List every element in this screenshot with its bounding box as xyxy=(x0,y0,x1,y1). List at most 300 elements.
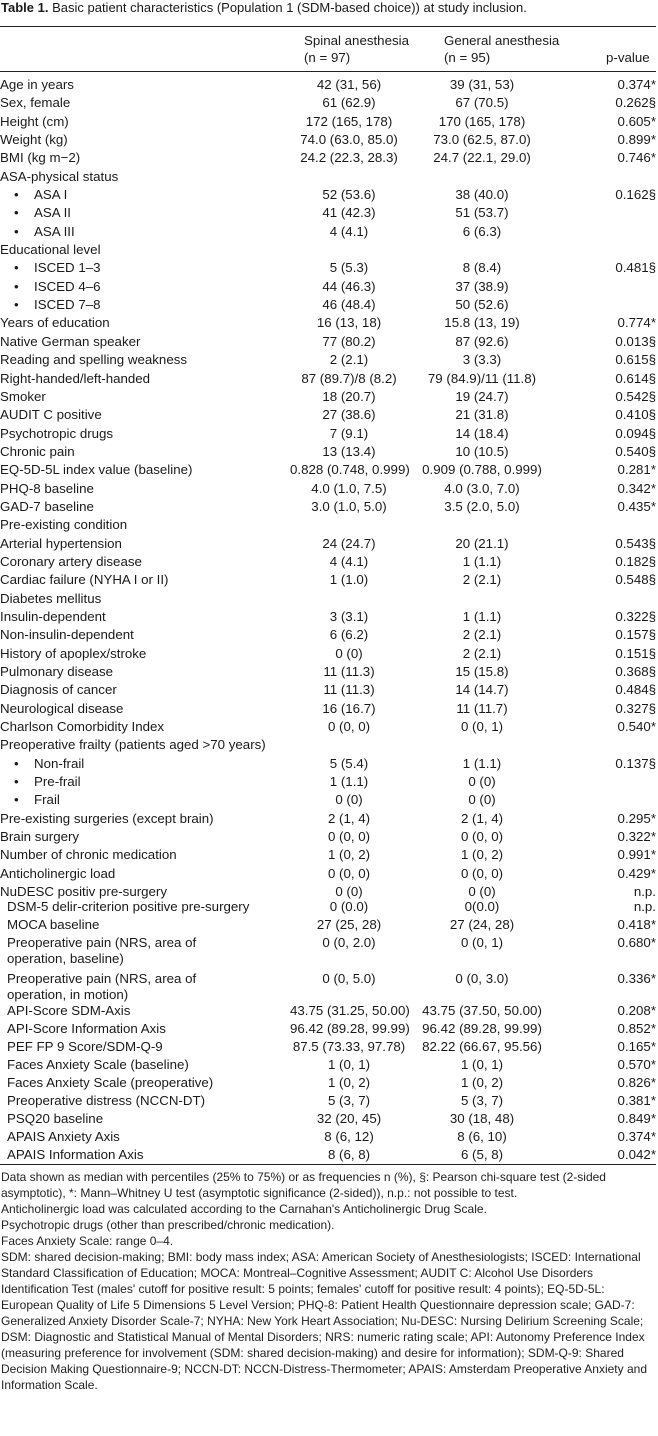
table-row xyxy=(0,279,656,297)
general-value: 0 (0, 1) xyxy=(460,719,504,735)
p-value: 0.548§ xyxy=(615,572,656,588)
row-label: API-Score Information Axis xyxy=(7,1021,166,1036)
spinal-value: 16 (13, 18) xyxy=(316,315,382,331)
general-value: 82.22 (66.67, 95.56) xyxy=(422,1039,542,1054)
p-value: 0.295* xyxy=(617,810,656,826)
general-value xyxy=(408,737,556,755)
spinal-value xyxy=(290,517,408,535)
p-value: 0.322§ xyxy=(615,608,656,624)
row-label: AUDIT C positive xyxy=(0,407,102,423)
p-value: 0.826* xyxy=(617,1075,656,1090)
row-label: History of apoplex/stroke xyxy=(0,645,147,661)
table-row xyxy=(0,224,656,242)
table-caption-label: Table 1. xyxy=(1,0,49,15)
row-label: Faces Anxiety Scale (baseline) xyxy=(7,1057,189,1072)
general-value: 14 (14.7) xyxy=(455,682,509,698)
p-value: 0.410§ xyxy=(615,407,656,423)
spinal-value: 5 (5.3) xyxy=(329,260,369,276)
general-value: 0 (0, 3.0) xyxy=(455,971,509,986)
table-row xyxy=(0,774,656,792)
general-value: 43.75 (37.50, 50.00) xyxy=(422,1003,542,1018)
table-row xyxy=(0,407,656,425)
table-row xyxy=(0,481,656,499)
general-value: 0 (0) xyxy=(468,792,496,808)
spinal-value: 44 (46.3) xyxy=(322,278,376,294)
table-row xyxy=(0,1111,656,1129)
p-value xyxy=(556,737,656,755)
row-label: Chronic pain xyxy=(0,443,75,459)
spinal-value: 0 (0.0) xyxy=(329,899,369,914)
spinal-value: 52 (53.6) xyxy=(322,187,376,203)
p-value xyxy=(556,297,656,315)
spinal-value: 0 (0) xyxy=(335,792,363,808)
table-row xyxy=(0,554,656,572)
p-value xyxy=(556,279,656,297)
table-row xyxy=(0,935,656,971)
table-row xyxy=(0,811,656,829)
general-value: 2 (2.1) xyxy=(462,645,502,661)
row-label: Years of education xyxy=(0,315,110,331)
table-row xyxy=(0,893,656,917)
footnote: Anticholinergic load was calculated according to the Carnahan's Anticholinergic Drug Scale. xyxy=(1,1202,487,1216)
bottom-rule xyxy=(0,1164,656,1165)
row-label: Preoperative distress (NCCN-DT) xyxy=(7,1093,206,1108)
table-row xyxy=(0,682,656,700)
table-row xyxy=(0,1039,656,1057)
p-value: 0.570* xyxy=(617,1057,656,1072)
table-row xyxy=(0,609,656,627)
row-label: BMI (kg m−2) xyxy=(0,150,81,166)
table-row xyxy=(0,847,656,865)
table-row xyxy=(0,917,656,935)
p-value: 0.605* xyxy=(617,113,656,129)
table-row xyxy=(0,792,656,810)
general-value: 3 (3.3) xyxy=(462,352,502,368)
table-row xyxy=(0,95,656,113)
general-value: 19 (24.7) xyxy=(455,388,509,404)
general-value: 6 (6.3) xyxy=(462,223,502,239)
row-label: Preoperative frailty (patients aged >70 years) xyxy=(0,737,266,753)
row-label: GAD-7 baseline xyxy=(0,498,94,514)
spinal-value: 43.75 (31.25, 50.00) xyxy=(290,1003,410,1018)
spinal-value xyxy=(290,242,408,260)
characteristics-table-continued xyxy=(0,893,656,1165)
table-row xyxy=(0,1057,656,1075)
general-value: 87 (92.6) xyxy=(455,333,509,349)
row-label: Pre-existing condition xyxy=(0,517,128,533)
p-value: 0.774* xyxy=(617,315,656,331)
spinal-value: 77 (80.2) xyxy=(322,333,376,349)
spinal-value: 6 (6.2) xyxy=(329,627,369,643)
row-label: Pre-existing surgeries (except brain) xyxy=(0,810,214,826)
table-footnotes xyxy=(0,1169,653,1393)
p-value xyxy=(556,774,656,792)
table-row xyxy=(0,132,656,150)
spinal-value: 41 (42.3) xyxy=(322,205,376,221)
spinal-value: 5 (3, 7) xyxy=(327,1093,371,1108)
row-label: Preoperative pain (NRS, area of operation, baseline) xyxy=(7,935,197,966)
column-header-general: General anesthesia (n = 95) xyxy=(444,33,560,65)
table-caption-text: Basic patient characteristics (Population 1 (SDM-based choice)) at study inclusion. xyxy=(52,0,527,15)
general-value: 2 (2.1) xyxy=(462,572,502,588)
table-row xyxy=(0,187,656,205)
row-label: • ISCED 1–3 xyxy=(0,260,290,278)
general-value: 0 (0, 0) xyxy=(460,865,504,881)
general-value: 30 (18, 48) xyxy=(449,1111,515,1126)
general-value: 0 (0) xyxy=(468,774,496,790)
p-value: 0.368§ xyxy=(615,664,656,679)
general-value: 6 (5, 8) xyxy=(460,1147,504,1162)
table-row xyxy=(0,1021,656,1039)
table-row xyxy=(0,444,656,462)
general-value: 1 (1.1) xyxy=(462,553,502,569)
table-row xyxy=(0,829,656,847)
table-row xyxy=(0,462,656,480)
spinal-value: 7 (9.1) xyxy=(329,425,369,441)
general-value: 1 (0, 1) xyxy=(460,1057,504,1072)
p-value: n.p. xyxy=(633,884,656,900)
table-row xyxy=(0,150,656,168)
spinal-value: 0 (0, 0) xyxy=(327,829,371,845)
p-value: 0.429* xyxy=(617,865,656,881)
row-label: Non-insulin-dependent xyxy=(0,627,134,643)
p-value: 0.418* xyxy=(617,917,656,932)
row-label: Arterial hypertension xyxy=(0,535,122,551)
p-value: 0.484§ xyxy=(615,682,656,698)
p-value xyxy=(556,591,656,609)
row-label: • Pre-frail xyxy=(0,774,290,792)
spinal-value: 0 (0, 2.0) xyxy=(322,935,376,950)
spinal-value: 0 (0) xyxy=(335,884,363,900)
spinal-value: 96.42 (89.28, 99.99) xyxy=(290,1021,410,1036)
spinal-value: 8 (6, 12) xyxy=(324,1129,374,1144)
p-value: 0.182§ xyxy=(615,553,656,569)
spinal-value: 74.0 (63.0, 85.0) xyxy=(300,132,398,148)
table-row xyxy=(0,297,656,315)
row-label: Weight (kg) xyxy=(0,132,68,148)
general-value: 38 (40.0) xyxy=(455,187,509,203)
general-value: 0.909 (0.788, 0.999) xyxy=(422,462,542,478)
spinal-value: 0 (0, 0) xyxy=(327,719,371,735)
p-value: 0.374* xyxy=(617,1129,656,1144)
p-value xyxy=(556,205,656,223)
spinal-value: 2 (2.1) xyxy=(329,352,369,368)
general-value: 2 (2.1) xyxy=(462,627,502,643)
row-label: Smoker xyxy=(0,388,46,404)
table-caption xyxy=(0,0,653,16)
general-value xyxy=(408,517,556,535)
row-label: Reading and spelling weakness xyxy=(0,352,188,368)
row-label: • ASA III xyxy=(0,224,290,242)
table-row xyxy=(0,517,656,535)
footnote: SDM: shared decision-making; BMI: body mass index; ASA: American Society of Anesthesiologists; ISCED: International Standard Classification of Education; MOCA: Montreal–Cognitive Assessment; AUDIT C: Alcohol Use Disorders Identification Test (males' cutoff for positive result: 5 points; females' cutoff for positive result: 4 points); EQ-5D-5L: European Quality of Life 5 Dimensions 5 Level Version; PHQ-8: Patient Health Questionnaire depression scale; GAD-7: Generalized Anxiety Disorder Scale-7; NYHA: New York Heart Association; Nu-DESC: Nursing Delirium Screening Scale; DSM: Diagnostic and Statistical Manual of Mental Disorders; NRS: numeric rating scale; API: Autonomy Preference Index (measuring preference for involvement (SDM: shared decision-making) and desire for information); SDM-Q-9: Shared Decision Making Questionnaire-9; NCCN-DT: NCCN-Distress-Thermometer; APAIS: Amsterdam Preoperative Anxiety and Information Scale. xyxy=(1,1250,647,1392)
general-value: 1 (0, 2) xyxy=(460,847,504,863)
p-value: 0.899* xyxy=(617,132,656,148)
row-label: DSM-5 delir-criterion positive pre-surgery xyxy=(7,899,250,914)
column-header-spinal: Spinal anesthesia (n = 97) xyxy=(304,33,409,65)
table-row xyxy=(0,426,656,444)
table-row xyxy=(0,719,656,737)
row-label: Charlson Comorbidity Index xyxy=(0,719,165,735)
spinal-value: 0 (0, 5.0) xyxy=(322,971,376,986)
p-value: 0.543§ xyxy=(615,535,656,551)
row-label: • ASA I xyxy=(0,187,290,205)
spinal-value: 2 (1, 4) xyxy=(327,810,371,826)
row-label: • Frail xyxy=(0,792,290,810)
table-row xyxy=(0,371,656,389)
spinal-value: 3 (3.1) xyxy=(329,608,369,624)
spinal-value: 4 (4.1) xyxy=(329,223,369,239)
table-row xyxy=(0,1129,656,1147)
table-row xyxy=(0,664,656,682)
general-value: 0(0.0) xyxy=(464,899,500,914)
row-label: APAIS Anxiety Axis xyxy=(7,1129,120,1144)
table-row xyxy=(0,77,656,95)
row-label: Native German speaker xyxy=(0,333,141,349)
spinal-value: 16 (16.7) xyxy=(322,700,376,716)
p-value: n.p. xyxy=(633,899,656,914)
row-label: EQ-5D-5L index value (baseline) xyxy=(0,462,193,478)
p-value: 0.322* xyxy=(617,829,656,845)
table-row xyxy=(0,242,656,260)
spinal-value: 61 (62.9) xyxy=(322,95,376,111)
row-label: Psychotropic drugs xyxy=(0,425,114,441)
row-label: Insulin-dependent xyxy=(0,608,106,624)
general-value: 11 (11.7) xyxy=(456,700,508,716)
general-value: 15 (15.8) xyxy=(455,664,509,679)
row-label: ASA-physical status xyxy=(0,168,119,184)
row-label: Pulmonary disease xyxy=(0,664,114,679)
table-row xyxy=(0,315,656,333)
general-value: 170 (165, 178) xyxy=(438,113,526,129)
row-label: Anticholinergic load xyxy=(0,865,116,881)
p-value xyxy=(556,517,656,535)
p-value: 0.680* xyxy=(617,935,656,950)
table-row xyxy=(0,737,656,755)
spinal-value: 42 (31, 56) xyxy=(316,77,382,92)
table-row xyxy=(0,499,656,517)
spinal-value: 4 (4.1) xyxy=(329,553,369,569)
p-value: 0.381* xyxy=(617,1093,656,1108)
p-value: 0.165* xyxy=(617,1039,656,1054)
general-value: 0 (0) xyxy=(468,884,496,900)
header-rule xyxy=(0,71,656,72)
spinal-value: 1 (0, 1) xyxy=(327,1057,371,1072)
spinal-value: 1 (1.1) xyxy=(329,774,369,790)
general-value: 39 (31, 53) xyxy=(449,77,515,92)
row-label: MOCA baseline xyxy=(7,917,100,932)
general-value xyxy=(408,591,556,609)
p-value xyxy=(556,242,656,260)
row-label: Height (cm) xyxy=(0,113,69,129)
p-value: 0.481§ xyxy=(615,260,656,276)
general-value: 14 (18.4) xyxy=(455,425,509,441)
spinal-value xyxy=(290,169,408,187)
spinal-value: 11 (11.3) xyxy=(323,682,375,698)
spinal-value: 0.828 (0.748, 0.999) xyxy=(290,462,410,478)
p-value: 0.342* xyxy=(617,480,656,496)
general-value: 51 (53.7) xyxy=(455,205,509,221)
spinal-value: 24.2 (22.3, 28.3) xyxy=(300,150,398,166)
general-value xyxy=(408,169,556,187)
table-row xyxy=(0,1147,656,1165)
row-label: • Non-frail xyxy=(0,756,290,774)
general-value: 1 (1.1) xyxy=(462,755,502,771)
spinal-value: 24 (24.7) xyxy=(322,535,376,551)
spinal-value xyxy=(290,591,408,609)
general-value: 2 (1, 4) xyxy=(460,810,504,826)
spinal-value: 5 (5.4) xyxy=(329,755,369,771)
spinal-value: 8 (6, 8) xyxy=(327,1147,371,1162)
row-label: Educational level xyxy=(0,242,101,258)
p-value: 0.746* xyxy=(617,150,656,166)
table-row xyxy=(0,591,656,609)
spinal-value: 1 (0, 2) xyxy=(327,1075,371,1090)
p-value: 0.013§ xyxy=(615,333,656,349)
general-value: 50 (52.6) xyxy=(455,297,509,313)
p-value: 0.151§ xyxy=(615,645,656,661)
row-label: API-Score SDM-Axis xyxy=(7,1003,131,1018)
row-label: • ASA II xyxy=(0,205,290,223)
table-row xyxy=(0,866,656,884)
row-label: Cardiac failure (NYHA I or II) xyxy=(0,572,169,588)
spinal-value: 87.5 (73.33, 97.78) xyxy=(292,1039,406,1054)
table-row xyxy=(0,1075,656,1093)
general-value: 8 (6, 10) xyxy=(457,1129,507,1144)
spinal-value: 87 (89.7)/8 (8.2) xyxy=(301,370,397,386)
general-value: 4.0 (3.0, 7.0) xyxy=(444,480,520,496)
p-value: 0.542§ xyxy=(615,388,656,404)
row-label: Faces Anxiety Scale (preoperative) xyxy=(7,1075,214,1090)
spinal-value xyxy=(290,737,408,755)
row-label: Preoperative pain (NRS, area of operation, in motion) xyxy=(7,971,197,1002)
row-label: Coronary artery disease xyxy=(0,553,142,569)
row-label: Brain surgery xyxy=(0,829,80,845)
general-value: 8 (8.4) xyxy=(462,260,502,276)
table-row xyxy=(0,352,656,370)
p-value xyxy=(556,169,656,187)
row-label: • ISCED 4–6 xyxy=(0,279,290,297)
row-label: APAIS Information Axis xyxy=(7,1147,144,1162)
general-value: 27 (24, 28) xyxy=(449,917,515,932)
spinal-value: 27 (38.6) xyxy=(322,407,376,423)
spinal-value: 11 (11.3) xyxy=(323,664,375,679)
spinal-value: 1 (0, 2) xyxy=(327,847,371,863)
spinal-value: 27 (25, 28) xyxy=(316,917,382,932)
table-row xyxy=(0,260,656,278)
row-label: Right-handed/left-handed xyxy=(0,370,151,386)
row-label: NuDESC positiv pre-surgery xyxy=(0,884,168,900)
general-value: 96.42 (89.28, 99.99) xyxy=(422,1021,542,1036)
general-value: 0 (0, 1) xyxy=(460,935,504,950)
p-value: 0.435* xyxy=(617,498,656,514)
p-value: 0.614§ xyxy=(615,370,656,386)
table-row xyxy=(0,205,656,223)
spinal-value: 0 (0, 0) xyxy=(327,865,371,881)
p-value: 0.042* xyxy=(617,1147,656,1162)
row-label: PEF FP 9 Score/SDM-Q-9 xyxy=(7,1039,163,1054)
p-value: 0.162§ xyxy=(615,187,656,203)
general-value: 21 (31.8) xyxy=(455,407,509,423)
table-row xyxy=(0,971,656,1003)
p-value: 0.374* xyxy=(617,77,656,92)
table-row xyxy=(0,334,656,352)
spinal-value: 0 (0) xyxy=(335,645,363,661)
row-label: Diabetes mellitus xyxy=(0,590,102,606)
table-row xyxy=(0,389,656,407)
p-value xyxy=(556,224,656,242)
top-rule xyxy=(0,26,656,27)
spinal-value: 1 (1.0) xyxy=(329,572,369,588)
p-value: 0.157§ xyxy=(615,627,656,643)
general-value: 3.5 (2.0, 5.0) xyxy=(444,498,520,514)
spinal-value: 18 (20.7) xyxy=(322,388,376,404)
general-value: 73.0 (62.5, 87.0) xyxy=(433,132,531,148)
p-value: 0.991* xyxy=(617,847,656,863)
general-value: 24.7 (22.1, 29.0) xyxy=(433,150,531,166)
spinal-value: 13 (13.4) xyxy=(322,443,376,459)
row-label: PHQ-8 baseline xyxy=(0,480,94,496)
p-value: 0.208* xyxy=(617,1003,656,1018)
p-value xyxy=(556,792,656,810)
general-value: 1 (1.1) xyxy=(462,608,502,624)
p-value: 0.849* xyxy=(617,1111,656,1126)
p-value: 0.540§ xyxy=(615,443,656,459)
table-row xyxy=(0,756,656,774)
p-value: 0.852* xyxy=(617,1021,656,1036)
spinal-value: 32 (20, 45) xyxy=(316,1111,382,1126)
row-label: Number of chronic medication xyxy=(0,847,177,863)
p-value: 0.336* xyxy=(617,971,656,986)
footnote: Psychotropic drugs (other than prescribed/chronic medication). xyxy=(1,1218,335,1232)
table-row xyxy=(0,1093,656,1111)
table-row xyxy=(0,1003,656,1021)
table-row xyxy=(0,536,656,554)
general-value: 0 (0, 0) xyxy=(460,829,504,845)
p-value: 0.327§ xyxy=(615,700,656,716)
row-label: Age in years xyxy=(0,77,74,92)
table-row xyxy=(0,627,656,645)
table-row xyxy=(0,169,656,187)
row-label: Diagnosis of cancer xyxy=(0,682,117,698)
table-row xyxy=(0,646,656,664)
general-value: 10 (10.5) xyxy=(455,443,509,459)
column-header-pvalue: p-value xyxy=(606,50,650,65)
p-value: 0.262§ xyxy=(615,95,656,111)
general-value: 79 (84.9)/11 (11.8) xyxy=(427,370,537,386)
footnote: Faces Anxiety Scale: range 0–4. xyxy=(1,1234,174,1248)
spinal-value: 172 (165, 178) xyxy=(305,113,393,129)
row-label: Sex, female xyxy=(0,95,71,111)
table-row xyxy=(0,114,656,132)
p-value: 0.615§ xyxy=(615,352,656,368)
spinal-value: 46 (48.4) xyxy=(322,297,376,313)
table-row xyxy=(0,701,656,719)
general-value: 15.8 (13, 19) xyxy=(444,315,520,331)
row-label: Neurological disease xyxy=(0,700,124,716)
p-value: 0.540* xyxy=(617,719,656,735)
row-label: • ISCED 7–8 xyxy=(0,297,290,315)
spinal-value: 4.0 (1.0, 7.5) xyxy=(311,480,387,496)
general-value: 67 (70.5) xyxy=(455,95,509,111)
row-label: PSQ20 baseline xyxy=(7,1111,104,1126)
p-value: 0.094§ xyxy=(615,425,656,441)
general-value: 1 (0, 2) xyxy=(460,1075,504,1090)
table-row xyxy=(0,572,656,590)
general-value: 20 (21.1) xyxy=(455,535,509,551)
general-value: 5 (3, 7) xyxy=(460,1093,504,1108)
characteristics-table xyxy=(0,77,656,902)
